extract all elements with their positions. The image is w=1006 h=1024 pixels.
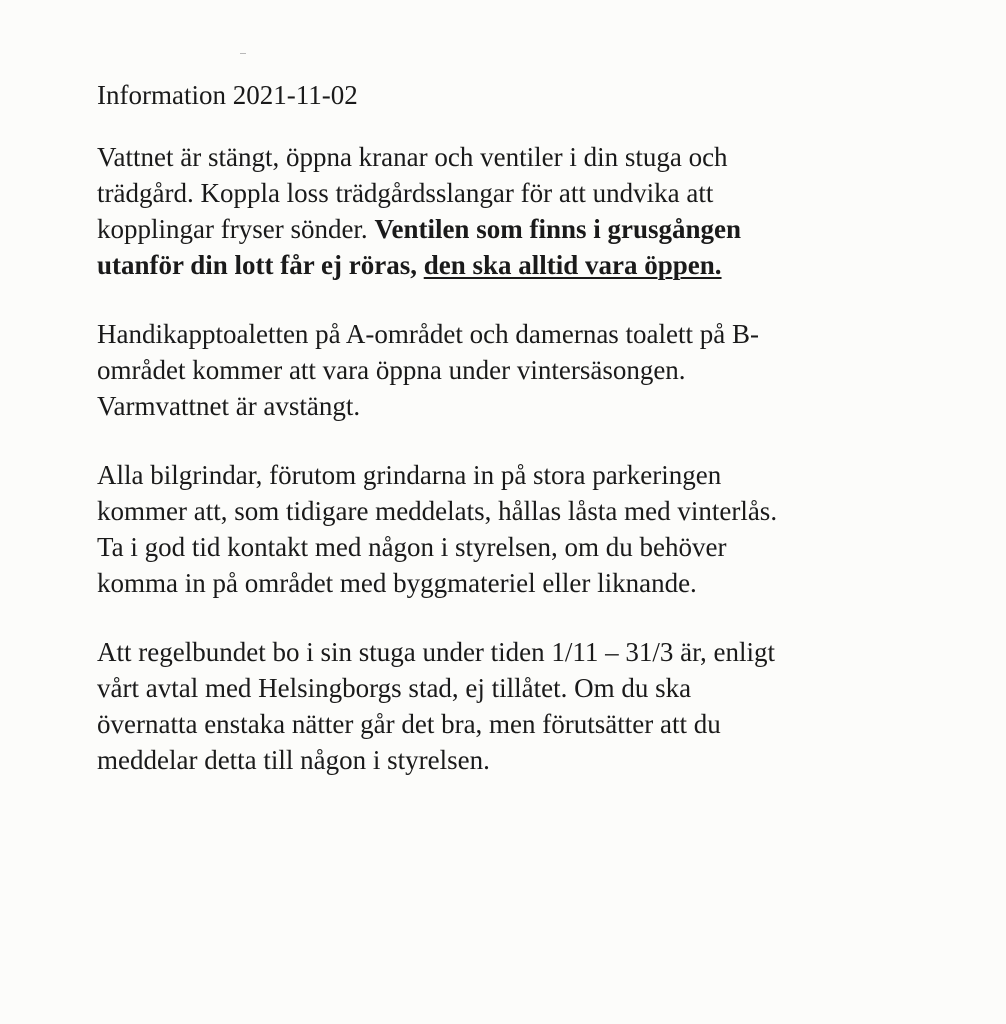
paragraph-toilets bbox=[97, 316, 927, 424]
paragraph-winter-stay bbox=[97, 634, 927, 778]
paragraph-gates bbox=[97, 457, 927, 601]
document-body bbox=[97, 76, 927, 811]
paragraph-line: kommer att, som tidigare meddelats, hållas låsta med vinterlås. bbox=[97, 496, 778, 526]
paragraph-line: Handikapptoaletten på A-området och damernas toalett på B- bbox=[97, 319, 760, 349]
scan-speck bbox=[240, 53, 246, 54]
paragraph-line: vårt avtal med Helsingborgs stad, ej tillåtet. Om du ska bbox=[97, 673, 692, 703]
paragraph-water bbox=[97, 139, 927, 283]
paragraph-line bbox=[97, 247, 927, 283]
bold-warning-text: utanför din lott får ej röras, bbox=[97, 250, 424, 280]
paragraph-line: Att regelbundet bo i sin stuga under tiden 1/11 – 31/3 är, enligt bbox=[97, 637, 776, 667]
paragraph-line: Ta i god tid kontakt med någon i styrelsen, om du behöver bbox=[97, 532, 727, 562]
paragraph-line: trädgård. Koppla loss trädgårdsslangar för att undvika att bbox=[97, 178, 714, 208]
paragraph-line: meddelar detta till någon i styrelsen. bbox=[97, 745, 490, 775]
paragraph-line: Varmvattnet är avstängt. bbox=[97, 391, 361, 421]
underlined-warning-text: den ska alltid vara öppen. bbox=[423, 250, 722, 280]
paragraph-line: Alla bilgrindar, förutom grindarna in på stora parkeringen bbox=[97, 460, 722, 490]
document-heading: Information 2021-11-02 bbox=[97, 80, 358, 110]
bold-warning-text: Ventilen som finns i grusgången bbox=[374, 214, 742, 244]
paragraph-text: kopplingar fryser sönder. bbox=[97, 214, 375, 244]
paragraph-line: komma in på området med byggmateriel eller liknande. bbox=[97, 568, 697, 598]
paragraph-line: området kommer att vara öppna under vintersäsongen. bbox=[97, 355, 686, 385]
paragraph-line bbox=[97, 211, 927, 247]
paragraph-line: Vattnet är stängt, öppna kranar och ventiler i din stuga och bbox=[97, 142, 728, 172]
paragraph-line: övernatta enstaka nätter går det bra, men förutsätter att du bbox=[97, 709, 721, 739]
